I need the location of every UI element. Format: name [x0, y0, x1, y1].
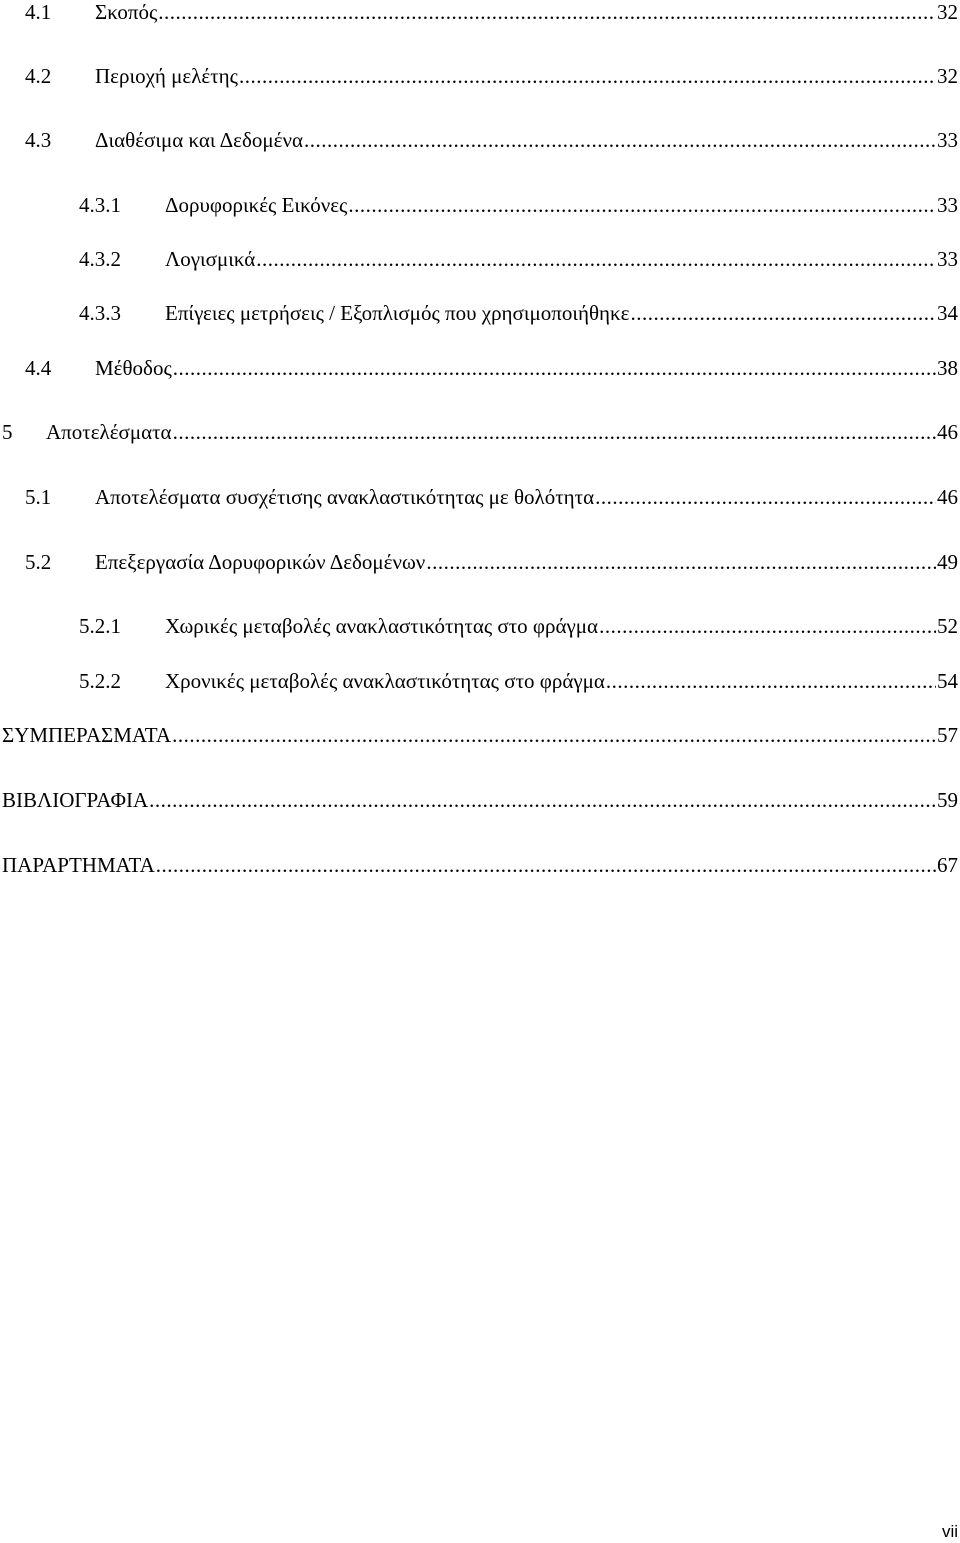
toc-entry[interactable]: [0, 244, 958, 274]
toc-entry[interactable]: [0, 61, 958, 91]
toc-entry[interactable]: [0, 850, 958, 880]
toc-entry[interactable]: [0, 0, 958, 27]
toc-entry-page: 32: [937, 0, 958, 24]
toc-entry-page: 34: [937, 301, 958, 325]
toc-entry-number: 4.3.2: [79, 247, 121, 271]
toc-entry-title: Χωρικές μεταβολές ανακλαστικότητας στο φράγμα: [165, 614, 599, 638]
toc-entry-title: Αποτελέσματα συσχέτισης ανακλαστικότητας με θολότητα: [95, 485, 595, 509]
toc-entry-number: 5.2.1: [79, 614, 121, 638]
toc-dot-leader: [606, 666, 936, 696]
toc-dot-leader: [149, 785, 936, 815]
toc-entry-title: Αποτελέσματα: [46, 420, 172, 444]
toc-entry[interactable]: [0, 785, 958, 815]
toc-entry-page: 38: [937, 356, 958, 380]
toc-entry-title: ΠΑΡΑΡΤΗΜΑΤΑ: [2, 853, 155, 877]
toc-entry-number: 4.3.1: [79, 193, 121, 217]
toc-entry-title: Επεξεργασία Δορυφορικών Δεδομένων: [95, 550, 426, 574]
toc-entry-number: 5.2: [25, 550, 52, 574]
toc-dot-leader: [348, 190, 936, 220]
toc-dot-leader: [630, 298, 936, 328]
toc-entry-page: 46: [937, 485, 958, 509]
toc-entry[interactable]: [0, 547, 958, 577]
toc-entry[interactable]: [0, 611, 958, 641]
toc-dot-leader: [304, 125, 936, 155]
toc-entry-page: 33: [937, 128, 958, 152]
toc-entry-title: ΒΙΒΛΙΟΓΡΑΦΙΑ: [2, 788, 149, 812]
toc-dot-leader: [158, 0, 936, 27]
toc-dot-leader: [239, 61, 936, 91]
toc-entry-page: 33: [937, 193, 958, 217]
toc-dot-leader: [172, 720, 936, 750]
toc-entry-title: ΣΥΜΠΕΡΑΣΜΑΤΑ: [2, 723, 172, 747]
toc-entry-number: 5: [2, 420, 13, 444]
toc-entry-title: Σκοπός: [95, 0, 158, 24]
toc-entry-number: 4.2: [25, 64, 52, 88]
toc-entry-page: 67: [937, 853, 958, 877]
toc-entry-number: 5.2.2: [79, 669, 121, 693]
toc-entry-number: 4.1: [25, 0, 52, 24]
page-number: vii: [941, 1522, 958, 1541]
toc-entry[interactable]: [0, 482, 958, 512]
toc-entry-title: Επίγειες μετρήσεις / Εξοπλισμός που χρησιμοποιήθηκε: [165, 301, 630, 325]
toc-entry[interactable]: [0, 298, 958, 328]
toc-dot-leader: [426, 547, 936, 577]
toc-dot-leader: [173, 353, 936, 383]
toc-entry-title: Δορυφορικές Εικόνες: [165, 193, 348, 217]
toc-entry-title: Μέθοδος: [95, 356, 172, 380]
toc-dot-leader: [256, 244, 936, 274]
toc-dot-leader: [599, 611, 936, 641]
toc-entry-page: 57: [937, 723, 958, 747]
toc-entry[interactable]: [0, 353, 958, 383]
toc-entry-page: 33: [937, 247, 958, 271]
toc-entry[interactable]: [0, 666, 958, 696]
toc-entry[interactable]: [0, 417, 958, 447]
toc-entry-page: 59: [937, 788, 958, 812]
toc-entry-title: Λογισμικά: [165, 247, 256, 271]
toc-entry-page: 46: [937, 420, 958, 444]
toc-dot-leader: [595, 482, 936, 512]
toc-entry-title: Περιοχή μελέτης: [95, 64, 238, 88]
toc-entry-title: Χρονικές μεταβολές ανακλαστικότητας στο φράγμα: [165, 669, 605, 693]
toc-entry-title: Διαθέσιμα και Δεδομένα: [95, 128, 303, 152]
toc-entry-number: 4.4: [25, 356, 52, 380]
toc-dot-leader: [156, 850, 936, 880]
toc-entry-page: 32: [937, 64, 958, 88]
toc-entry[interactable]: [0, 125, 958, 155]
toc-entry[interactable]: [0, 190, 958, 220]
toc-entry-page: 52: [937, 614, 958, 638]
toc-entry-page: 54: [937, 669, 958, 693]
toc-entry-number: 5.1: [25, 485, 52, 509]
toc-entry-number: 4.3.3: [79, 301, 121, 325]
toc-entry-page: 49: [937, 550, 958, 574]
toc-entry[interactable]: [0, 720, 958, 750]
toc-dot-leader: [173, 417, 936, 447]
toc-entry-number: 4.3: [25, 128, 52, 152]
